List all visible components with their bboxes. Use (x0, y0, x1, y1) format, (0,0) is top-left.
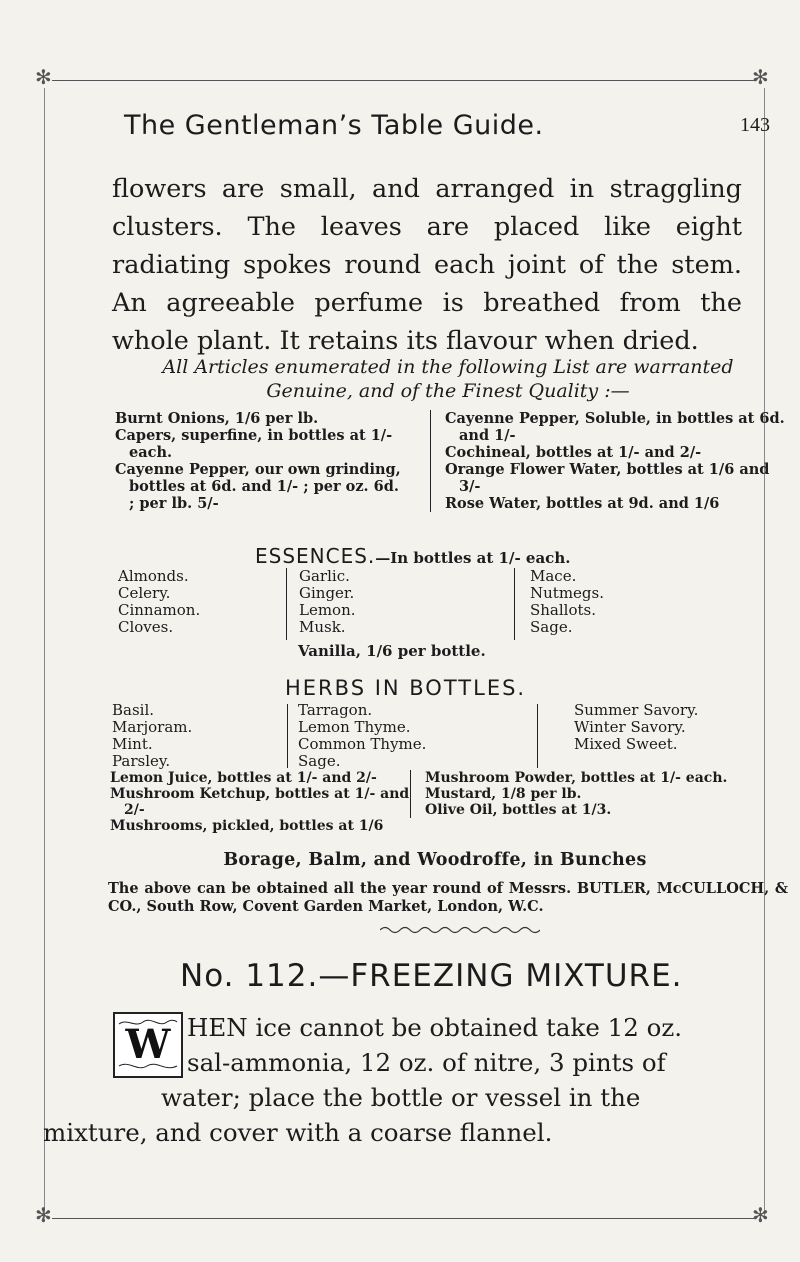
list-item: Lemon Juice, bottles at 1/- and 2/- (110, 770, 377, 786)
list-item: Cochineal, bottles at 1/- and 2/- (445, 444, 702, 461)
availability-paragraph: The above can be obtained all the year round of Messrs. BUTLER, McCULLOCH, & CO., South Row, Covent Garden Market, London, W.C. (108, 880, 788, 915)
running-header (0, 110, 800, 146)
list-item: Lemon. (299, 601, 356, 619)
list-item: Sage. (530, 618, 573, 636)
list-item: Parsley. (112, 752, 171, 770)
list-item: Ginger. (299, 584, 355, 602)
recipe-line: sal-ammonia, 12 oz. of nitre, 3 pints of (187, 1048, 666, 1077)
recipe-body (43, 1010, 743, 1150)
essences-grid (118, 568, 758, 648)
top-rule (52, 80, 754, 81)
wavy-divider (380, 925, 540, 935)
bottom-rule (52, 1218, 754, 1219)
essences-title: ESSENCES. (255, 544, 376, 568)
herbs-col-2 (298, 702, 426, 770)
list-item: Mushroom Ketchup, bottles at 1/- and 2/- (110, 786, 410, 818)
list-item: Mace. (530, 567, 577, 585)
recipe-line: HEN ice cannot be obtained take 12 oz. (187, 1013, 683, 1042)
list-item: Mushrooms, pickled, bottles at 1/6 (110, 818, 384, 834)
list-item: Common Thyme. (298, 735, 427, 753)
fleuron-icon: ✻ (752, 67, 769, 89)
recipe-line: water; place the bottle or vessel in the (161, 1083, 641, 1112)
list-item: Summer Savory. (574, 701, 699, 719)
herbs-grid (112, 702, 772, 772)
fleuron-icon: ✻ (752, 1205, 769, 1227)
page-title: The Gentleman’s Table Guide. (124, 110, 544, 141)
list-item: Tarragon. (298, 701, 373, 719)
list-item: Mixed Sweet. (574, 735, 678, 753)
list-item: Capers, superfine, in bottles at 1/- each. (115, 427, 393, 461)
recipe-title: No. 112.—FREEZING MIXTURE. (180, 958, 683, 994)
list-item: Cinnamon. (118, 601, 201, 619)
vanilla-line: Vanilla, 1/6 per bottle. (298, 642, 486, 660)
intro-paragraph: flowers are small, and arranged in straggling clusters. The leaves are placed like eight radiating spokes round each joint of the stem. An agreeable perfume is breathed from the whole plant. It retains its flavour when dried. (112, 174, 742, 356)
borage-heading: Borage, Balm, and Woodroffe, in Bunches (223, 850, 647, 870)
list-item: Lemon Thyme. (298, 718, 411, 736)
fleuron-icon: ✻ (35, 1205, 52, 1227)
list-item: Cloves. (118, 618, 174, 636)
list-item: Nutmegs. (530, 584, 604, 602)
list-item: Shallots. (530, 601, 596, 619)
recipe-line: mixture, and cover with a coarse flannel. (43, 1118, 553, 1147)
column-divider (514, 568, 515, 640)
list-item: Garlic. (299, 567, 350, 585)
list-item: Celery. (118, 584, 171, 602)
column-divider (287, 704, 288, 768)
right-margin-rule (764, 88, 765, 1218)
warranty-line-2: Genuine, and of the Finest Quality :— (266, 380, 630, 402)
fleuron-icon: ✻ (35, 67, 52, 89)
list-item: Mushroom Powder, bottles at 1/- each. (425, 770, 728, 786)
list-item: Olive Oil, bottles at 1/3. (425, 802, 612, 818)
svg-text:W: W (125, 1021, 171, 1068)
list-item: Musk. (299, 618, 346, 636)
essences-subtitle: —In bottles at 1/- each. (375, 549, 571, 567)
list-item: Cayenne Pepper, our own grinding, bottles at 6d. and 1/- ; per oz. 6d. ; per lb. 5/- (115, 461, 401, 512)
list-item: Basil. (112, 701, 155, 719)
list-item: Rose Water, bottles at 9d. and 1/6 (445, 495, 720, 512)
list-item: Winter Savory. (574, 718, 686, 736)
page-number: 143 (740, 114, 770, 136)
essences-col-3 (530, 568, 604, 636)
list-item: Burnt Onions, 1/6 per lb. (115, 410, 319, 427)
drop-cap (113, 1012, 183, 1078)
essences-col-1 (118, 568, 200, 636)
list-item: Cayenne Pepper, Soluble, in bottles at 6d. and 1/- (445, 410, 785, 444)
list-item: Mustard, 1/8 per lb. (425, 786, 582, 802)
herbs-col-3 (574, 702, 698, 753)
list-item: Mint. (112, 735, 153, 753)
column-divider (537, 704, 538, 768)
warranty-line-1: All Articles enumerated in the following List are warranted (162, 356, 734, 378)
list-item: Almonds. (118, 567, 189, 585)
herbs-heading: HERBS IN BOTTLES. (285, 676, 527, 700)
herbs-col-1 (112, 702, 192, 770)
warranty-notice (128, 355, 768, 403)
drop-cap-letter (115, 1014, 181, 1076)
column-divider (286, 568, 287, 640)
left-margin-rule (44, 88, 45, 1218)
product-list-top-right (430, 410, 785, 512)
essences-col-2 (299, 568, 356, 636)
product-list-top-left (115, 410, 405, 512)
list-item: Orange Flower Water, bottles at 1/6 and 3/- (445, 461, 770, 495)
product-list-bottom-right (410, 770, 795, 818)
essences-heading (255, 544, 570, 568)
list-item: Sage. (298, 752, 341, 770)
product-list-bottom-left (110, 770, 410, 834)
list-item: Marjoram. (112, 718, 193, 736)
